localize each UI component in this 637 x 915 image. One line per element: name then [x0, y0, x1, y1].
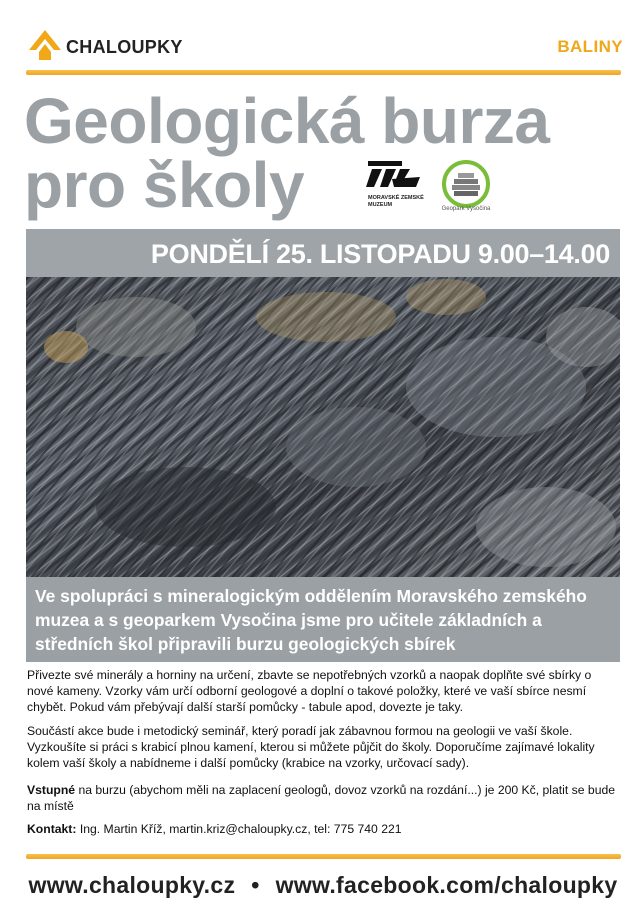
paragraph-seminar: Součástí akce bude i metodický seminář, který poradí jak zábavnou formou na geologii ve vaší škole. Vyzkoušíte si práci s krabicí plnou kamení, kterou si můžete půjčit do školy. Doporučíme zajímavé lokality kolem vaší školy a nabídneme i další pomůcky (krabice na vzorky, určovací sady). [27, 724, 595, 771]
paragraph-minerals: Přivezte své minerály a horniny na určení, zbavte se nepotřebných vzorků a naopak doplňte své sbírky o nové kameny. Vzorky vám určí odborní geologové a doplní o takové položky, které ve vaší sbírce nesmí chybět. Pokud vám přebývají další starší pomůcky - tabule apod, dovezte je taky. [27, 668, 592, 715]
paragraph-entry-fee [27, 782, 621, 814]
intro-band [26, 577, 620, 662]
intro-text: Ve spolupráci s mineralogickým oddělením Moravského zemského muzea a s geoparkem Vysočina jsme pro učitele základních a středních škol připravili burzu geologických sbírek [35, 586, 587, 654]
geopark-logo-text: Geopark Vysočina [441, 206, 491, 212]
moravian-museum-logo-text: MORAVSKÉ ZEMSKÉ MUZEUM [368, 195, 424, 208]
entry-fee-text: na burzu (abychom měli na zaplacení geologů, dovoz vzorků na rozdání...) je 200 Kč, platit se bude na místě [27, 783, 616, 814]
facebook-link[interactable]: www.facebook.com/chaloupky [275, 872, 618, 898]
bottom-divider [26, 854, 621, 859]
location-label: BALINY [557, 37, 623, 56]
chaloupky-logo-icon [27, 28, 63, 62]
contact-label: Kontakt: [27, 822, 77, 836]
entry-fee-label: Vstupné [27, 783, 76, 797]
contact-line [27, 821, 621, 837]
footer [26, 872, 620, 899]
page-title-line-1: Geologická burza [24, 85, 550, 157]
date-band [26, 229, 620, 277]
website-link[interactable]: www.chaloupky.cz [28, 872, 236, 898]
geopark-logo-icon [441, 159, 491, 209]
logo-text: CHALOUPKY [66, 37, 183, 57]
contact-text: Ing. Martin Kříž, martin.kriz@chaloupky.cz, tel: 775 740 221 [76, 822, 402, 836]
page-title-line-2: pro školy [24, 149, 305, 221]
event-date: PONDĚLÍ 25. LISTOPADU 9.00–14.00 [150, 239, 610, 269]
footer-separator: • [251, 872, 260, 898]
rock-photo [26, 277, 620, 577]
top-divider [26, 70, 621, 75]
